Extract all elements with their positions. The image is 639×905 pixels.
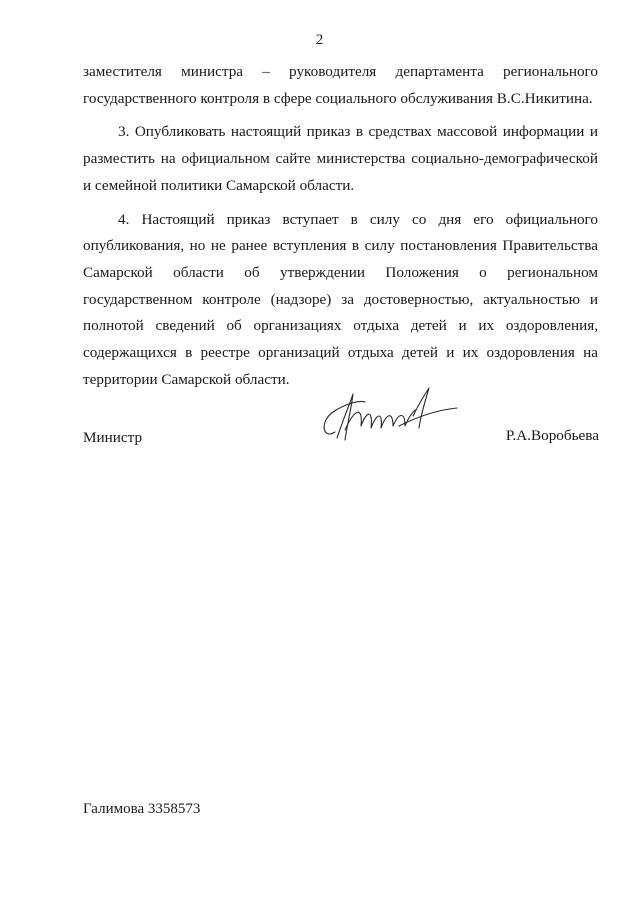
signer-name: Р.А.Воробьева	[505, 427, 599, 444]
signer-position: Министр	[83, 429, 143, 446]
paragraph-continuation: заместителя министра – руководителя департамента регионального государственного контроля в сфере социального обслуживания В.С.Никитина.	[83, 63, 598, 107]
paragraph-item-4: 4. Настоящий приказ вступает в силу со дня его официального опубликования, но не ранее вступления в силу постановления Правительства Самарской области об утверждении Положения о региональном государственном контроле (надзоре) за достоверностью, актуальностью и полнотой сведений об организациях отдыха детей и их оздоровления, содержащихся в реестре организаций отдыха детей и их оздоровления на территории Самарской области.	[83, 210, 598, 388]
page-number: 2	[315, 32, 324, 48]
paragraph-item-3: 3. Опубликовать настоящий приказ в средствах массовой информации и разместить на официальном сайте министерства социально-демографической и семейной политики Самарской области.	[83, 123, 598, 194]
handwritten-signature	[315, 380, 465, 460]
signature-block	[0, 380, 639, 470]
executor-info: Галимова 3358573	[83, 801, 201, 817]
document-body	[83, 59, 598, 400]
